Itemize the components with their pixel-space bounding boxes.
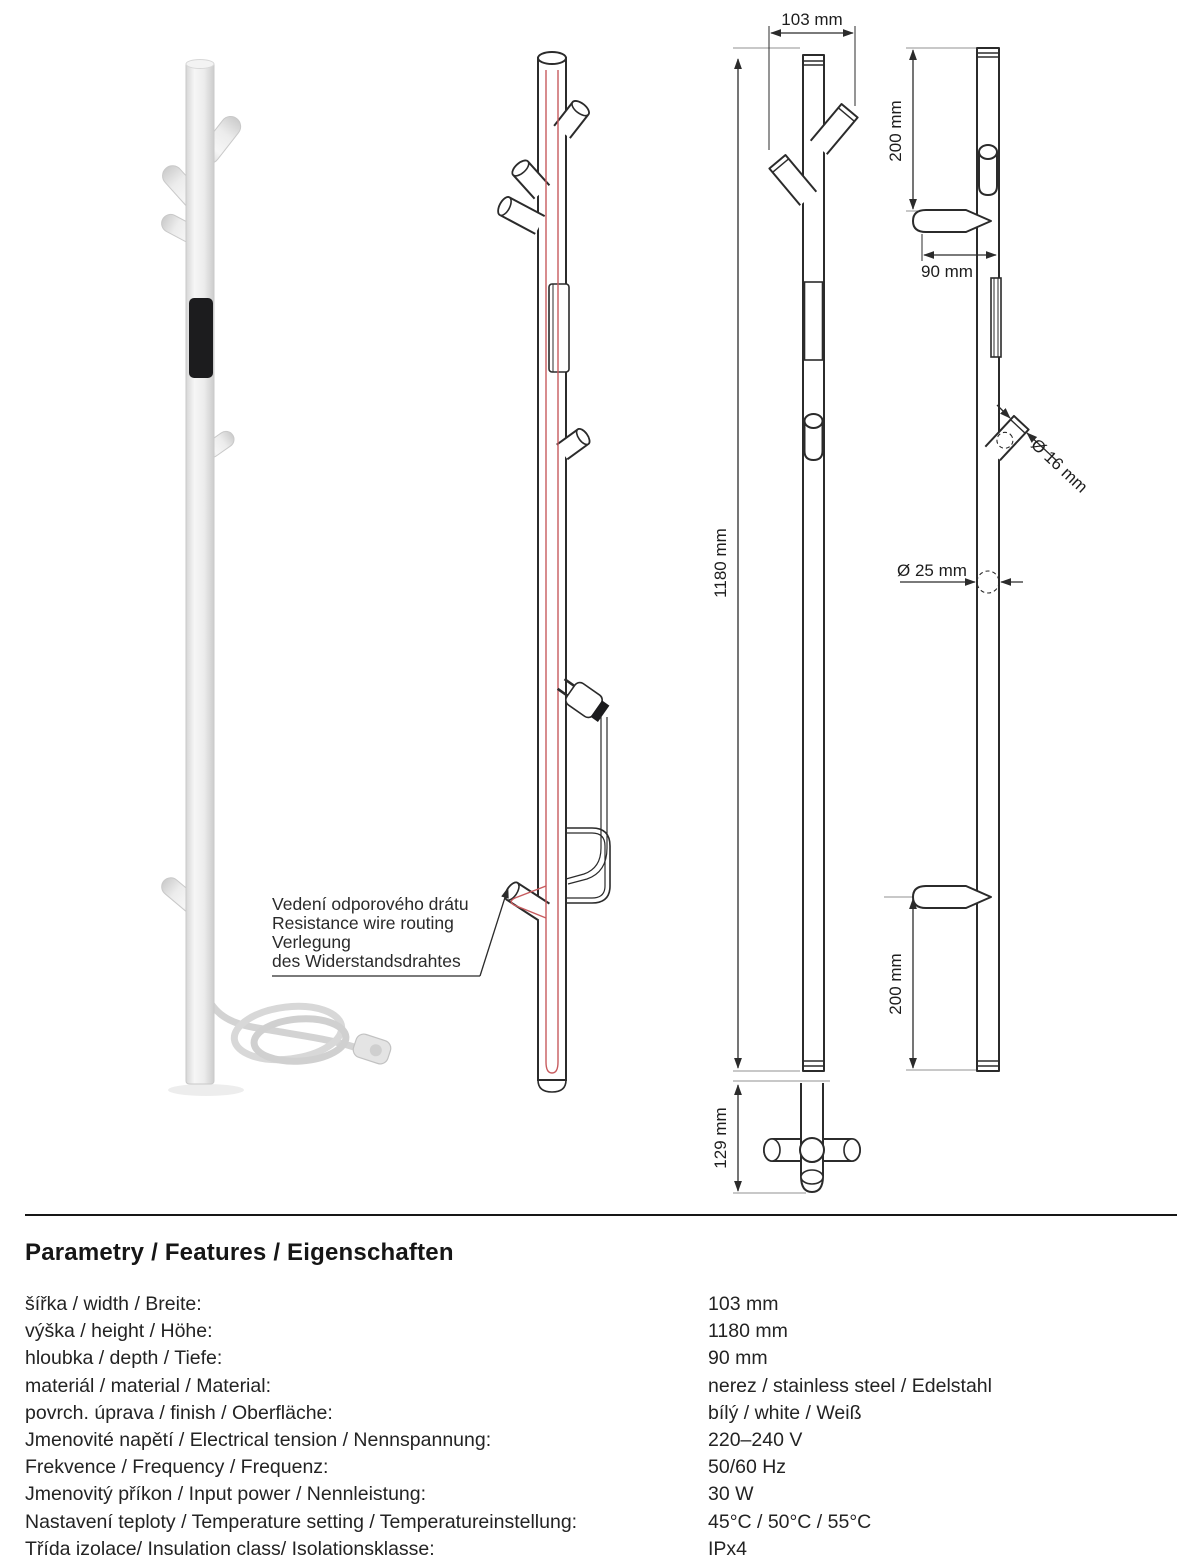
parameters-heading: Parametry / Features / Eigenschaften bbox=[25, 1239, 454, 1266]
parameter-label: Jmenovitý příkon / Input power / Nennleistung: bbox=[25, 1483, 427, 1506]
parameter-label: povrch. úprava / finish / Oberfläche: bbox=[25, 1401, 333, 1424]
bottom-offset-dimension-label: 200 mm bbox=[886, 953, 905, 1015]
control-panel-photo bbox=[189, 298, 213, 378]
base-dimension-label: 129 mm bbox=[711, 1107, 730, 1169]
control-panel-iso bbox=[549, 284, 569, 372]
parameter-value: bílý / white / Weiß bbox=[708, 1401, 862, 1424]
parameter-value: 50/60 Hz bbox=[708, 1456, 787, 1479]
parameter-label: Nastavení teploty / Temperature setting / Temperatureinstellung: bbox=[25, 1510, 578, 1533]
annotation-line-4: des Widerstandsdrahtes bbox=[272, 951, 461, 971]
top-offset-dimension-label: 200 mm bbox=[886, 100, 905, 162]
parameter-value: 220–240 V bbox=[708, 1428, 803, 1451]
tube-diameter-label: Ø 25 mm bbox=[897, 561, 967, 580]
parameter-row bbox=[25, 1511, 1177, 1538]
parameter-row bbox=[25, 1402, 1177, 1429]
parameter-row bbox=[25, 1293, 1177, 1320]
parameter-row bbox=[25, 1347, 1177, 1374]
parameter-label: Frekvence / Frequency / Frequenz: bbox=[25, 1456, 329, 1479]
control-panel-side bbox=[991, 278, 1001, 357]
parameter-label: materiál / material / Material: bbox=[25, 1374, 271, 1397]
parameter-label: Jmenovité napětí / Electrical tension / Nennspannung: bbox=[25, 1428, 492, 1451]
control-panel-front bbox=[805, 282, 823, 360]
parameter-row bbox=[25, 1375, 1177, 1402]
pole-front bbox=[803, 55, 824, 1071]
parameter-value: 45°C / 50°C / 55°C bbox=[708, 1510, 872, 1533]
parameter-row bbox=[25, 1538, 1177, 1565]
parameter-row bbox=[25, 1483, 1177, 1510]
annotation-line-2: Resistance wire routing bbox=[272, 913, 454, 933]
pole-side bbox=[977, 48, 999, 1071]
forward-hook-front bbox=[805, 414, 823, 460]
parameters-section bbox=[25, 1214, 1177, 1565]
parameter-row bbox=[25, 1429, 1177, 1456]
hook-diameter-label: Ø 16 mm bbox=[1027, 435, 1092, 497]
parameters-table bbox=[25, 1293, 1177, 1565]
parameter-row bbox=[25, 1320, 1177, 1347]
side-view-drawing bbox=[884, 48, 1091, 1071]
plug-photo bbox=[351, 1032, 393, 1066]
parameter-value: 90 mm bbox=[708, 1347, 768, 1370]
parameter-value: nerez / stainless steel / Edelstahl bbox=[708, 1374, 992, 1397]
annotation-line-1: Vedení odporového drátu bbox=[272, 894, 469, 914]
parameter-value: IPx4 bbox=[708, 1537, 748, 1560]
parameter-value: 30 W bbox=[708, 1483, 754, 1506]
width-dimension-label: 103 mm bbox=[781, 10, 843, 29]
annotation-leader-line bbox=[480, 888, 508, 976]
pole-top-cap-iso bbox=[538, 52, 566, 64]
parameter-value: 103 mm bbox=[708, 1293, 779, 1315]
pole-top-cap-photo bbox=[186, 60, 214, 69]
annotation-line-3: Verlegung bbox=[272, 932, 351, 952]
forward-hook-side bbox=[979, 145, 997, 195]
parameter-value: 1180 mm bbox=[708, 1320, 788, 1343]
parameter-row bbox=[25, 1456, 1177, 1483]
depth-dimension-label: 90 mm bbox=[921, 262, 973, 281]
floor-shadow bbox=[168, 1084, 244, 1096]
power-cable-photo bbox=[206, 994, 393, 1066]
front-view-drawing bbox=[711, 10, 860, 1193]
base-cross-view bbox=[764, 1083, 860, 1192]
pole-iso bbox=[538, 58, 566, 1080]
height-dimension-label: 1180 mm bbox=[711, 528, 730, 598]
wire-routing-drawing bbox=[272, 52, 611, 1092]
parameter-label: hloubka / depth / Tiefe: bbox=[25, 1347, 223, 1370]
parameter-label: výška / height / Höhe: bbox=[25, 1320, 213, 1343]
pole-photo bbox=[186, 62, 214, 1084]
parameter-label: šířka / width / Breite: bbox=[25, 1293, 202, 1315]
wire-routing-annotation bbox=[272, 888, 508, 976]
parameter-label: Třída izolace/ Insulation class/ Isolationsklasse: bbox=[25, 1537, 435, 1560]
